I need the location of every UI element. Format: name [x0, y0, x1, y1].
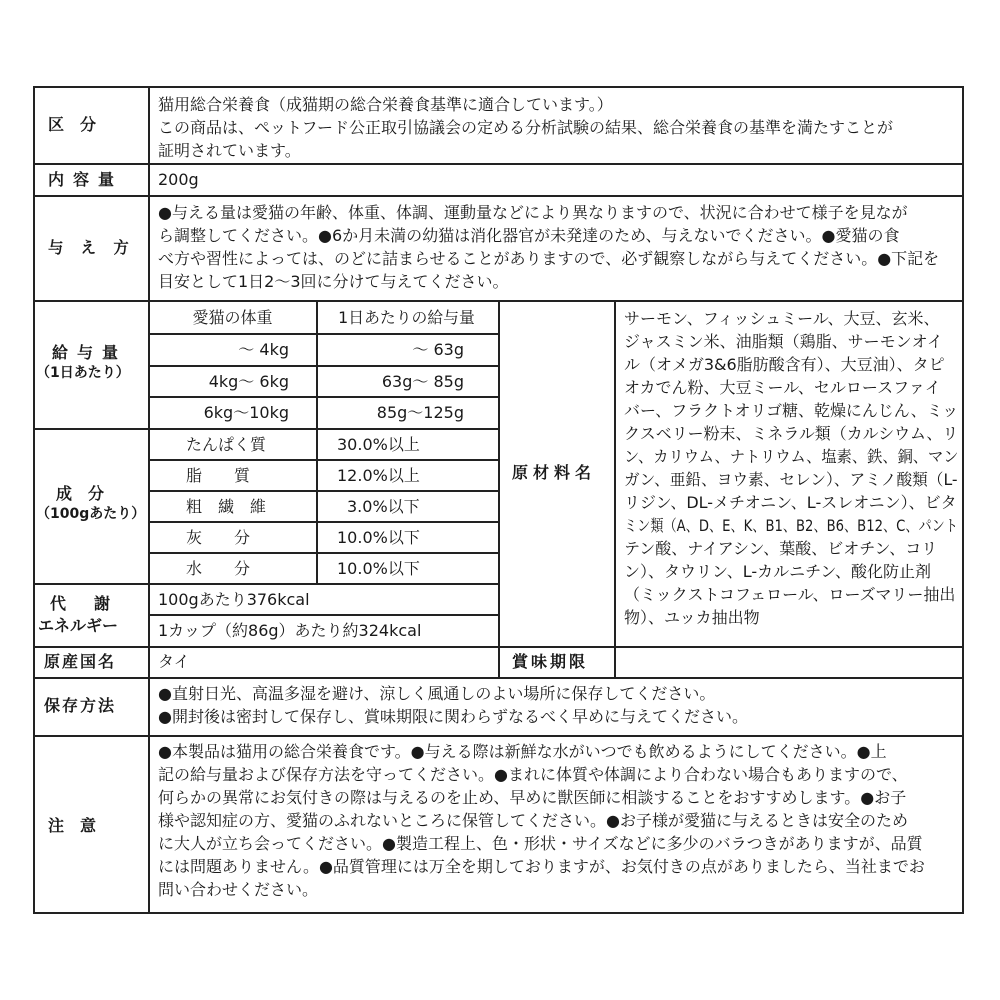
feeding-amount: 85g〜125g: [376, 403, 464, 422]
sub-row-divider: [149, 521, 498, 523]
analysis-value: 10.0%以下: [337, 559, 420, 578]
hozon-line: ●直射日光、高温多湿を避け、涼しく風通しのよい場所に保存してください。: [158, 684, 716, 703]
sub-row-divider: [149, 396, 498, 398]
kubun-line: 証明されています。: [158, 141, 301, 160]
ingredients-line: ジャスミン米、油脂類（鶏脂、サーモンオイ: [624, 332, 943, 351]
ataekata-line: ら調整してください。●6か月未満の幼猫は消化器官が未発達のため、与えないでください。●愛猫の食: [158, 226, 900, 245]
kubun-line: この商品は、ペットフード公正取引協議会の定める分析試験の結果、総合栄養食の基準を満たすことが: [158, 118, 894, 137]
sub-row-divider: [149, 490, 498, 492]
col-divider: [148, 86, 150, 914]
ingredients-line: （ミックストコフェロール、ローズマリー抽出: [624, 585, 956, 604]
analysis-value: 30.0%以上: [337, 435, 420, 454]
energy-line: 1カップ（約86g）あたり約324kcal: [158, 621, 422, 640]
row-divider: [33, 583, 498, 585]
row-divider: [33, 163, 964, 165]
feeding-amount: 〜 63g: [412, 340, 464, 359]
analysis-name: 粗 繊 維: [186, 497, 267, 516]
ingredients-line: ガン、亜鉛、ヨウ素、セレン）、アミノ酸類（L-: [624, 470, 958, 489]
sub-row-divider: [149, 365, 498, 367]
ataekata-line: べ方や習性によっては、のどに詰まらせることがありますので、必ず観察しながら与えてください。●下記を: [158, 249, 940, 268]
label-taisha: 代 謝: [50, 594, 117, 613]
col-divider: [498, 300, 500, 677]
analysis-name: たんぱく質: [186, 435, 267, 454]
feeding-weight: 6kg〜10kg: [203, 403, 289, 422]
row-divider: [33, 735, 964, 737]
naiyoryo-value: 200g: [158, 170, 199, 189]
sub-row-divider: [149, 459, 498, 461]
analysis-name: 水 分: [186, 559, 251, 578]
col-divider: [614, 300, 616, 677]
label-kubun: 区 分: [48, 115, 97, 134]
ingredients-line: ミン類（A、D、E、K、B1、B2、B6、B12、C、パント: [624, 516, 959, 535]
chui-line: 記の給与量および保存方法を守ってください。●まれに体質や体調により合わない場合もありますので、: [158, 765, 908, 784]
analysis-value: 12.0%以上: [337, 466, 420, 485]
ingredients-line: テン酸、ナイアシン、葉酸、ビオチン、コリ: [624, 539, 938, 558]
feeding-header-weight: 愛猫の体重: [192, 308, 273, 327]
feeding-weight: 〜 4kg: [238, 340, 289, 359]
ingredients-line: バー、フラクトオリゴ糖、乾燥にんじん、ミッ: [624, 401, 959, 420]
ingredients-line: ン）、タウリン、L-カルニチン、酸化防止剤: [624, 562, 932, 581]
feeding-weight: 4kg〜 6kg: [208, 372, 289, 391]
ingredients-line: 物）、ユッカ抽出物: [624, 608, 760, 627]
label-gensanchi: 原産国名: [44, 652, 117, 671]
ingredients-line: クスベリー粉末、ミネラル類（カルシウム、リ: [624, 424, 959, 443]
gensanchi-value: タイ: [158, 652, 190, 671]
ataekata-line: 目安として1日2〜3回に分けて与えてください。: [158, 272, 509, 291]
analysis-name: 脂 質: [186, 466, 251, 485]
row-divider: [33, 195, 964, 197]
ingredients-line: オカでん粉、大豆ミール、セルロースファイ: [624, 378, 941, 397]
chui-line: 様や認知症の方、愛猫のふれないところに保管してください。●お子様が愛猫に与えるときは安全のため: [158, 811, 908, 830]
label-energy: エネルギー: [38, 616, 119, 635]
label-chui: 注 意: [48, 816, 97, 835]
label-genzairyo: 原材料名: [512, 463, 597, 482]
label-ataekata: 与え方: [48, 238, 147, 257]
analysis-value: 3.0%以下: [347, 497, 420, 516]
label-kyuyoryo-sub: （1日あたり）: [36, 365, 130, 381]
feeding-amount: 63g〜 85g: [381, 372, 464, 391]
chui-line: 問い合わせください。: [158, 880, 319, 899]
label-kyuyoryo: 給与量: [52, 343, 128, 362]
ingredients-line: サーモン、フィッシュミール、大豆、玄米、: [624, 309, 940, 328]
row-divider: [33, 428, 498, 430]
energy-line: 100gあたり376kcal: [158, 590, 310, 609]
feeding-header-amount: 1日あたりの給与量: [338, 308, 475, 327]
label-shomikigen: 賞味期限: [512, 652, 589, 671]
analysis-value: 10.0%以下: [337, 528, 420, 547]
ingredients-line: ン、カリウム、ナトリウム、塩素、鉄、銅、マン: [624, 447, 959, 466]
label-hozon: 保存方法: [44, 696, 117, 715]
label-naiyoryo: 内容量: [48, 170, 124, 189]
label-seibun: 成 分: [56, 484, 105, 503]
sub-row-divider: [149, 552, 498, 554]
sub-row-divider: [149, 333, 498, 335]
chui-line: 何らかの異常にお気付きの際は与えるのを止め、早めに獣医師に相談することをおすすめします。●お子: [158, 788, 907, 807]
hozon-line: ●開封後は密封して保存し、賞味期限に関わらずなるべく早めに与えてください。: [158, 707, 748, 726]
sub-row-divider: [149, 614, 498, 616]
label-seibun-sub: （100gあたり）: [36, 506, 146, 522]
chui-line: ●本製品は猫用の総合栄養食です。●与える際は新鮮な水がいつでも飲めるようにしてください。●上: [158, 742, 887, 761]
chui-line: には問題ありません。●品質管理には万全を期しておりますが、お気付きの点がありましたら、当社までお: [158, 857, 925, 876]
ataekata-line: ●与える量は愛猫の年齢、体重、体調、運動量などにより異なりますので、状況に合わせて様子を見なが: [158, 203, 908, 222]
kubun-line: 猫用総合栄養食（成猫期の総合栄養食基準に適合しています。）: [158, 95, 613, 114]
ingredients-line: ル（オメガ3&6脂肪酸含有）、大豆油）、タピ: [624, 355, 945, 374]
row-divider: [33, 677, 964, 679]
analysis-name: 灰 分: [186, 528, 251, 547]
chui-line: に大人が立ち会ってください。●製造工程上、色・形状・サイズなどに多少のバラつきがありますが、品質: [158, 834, 923, 853]
ingredients-line: リジン、DL-メチオニン、L-スレオニン）、ビタ: [624, 493, 957, 512]
